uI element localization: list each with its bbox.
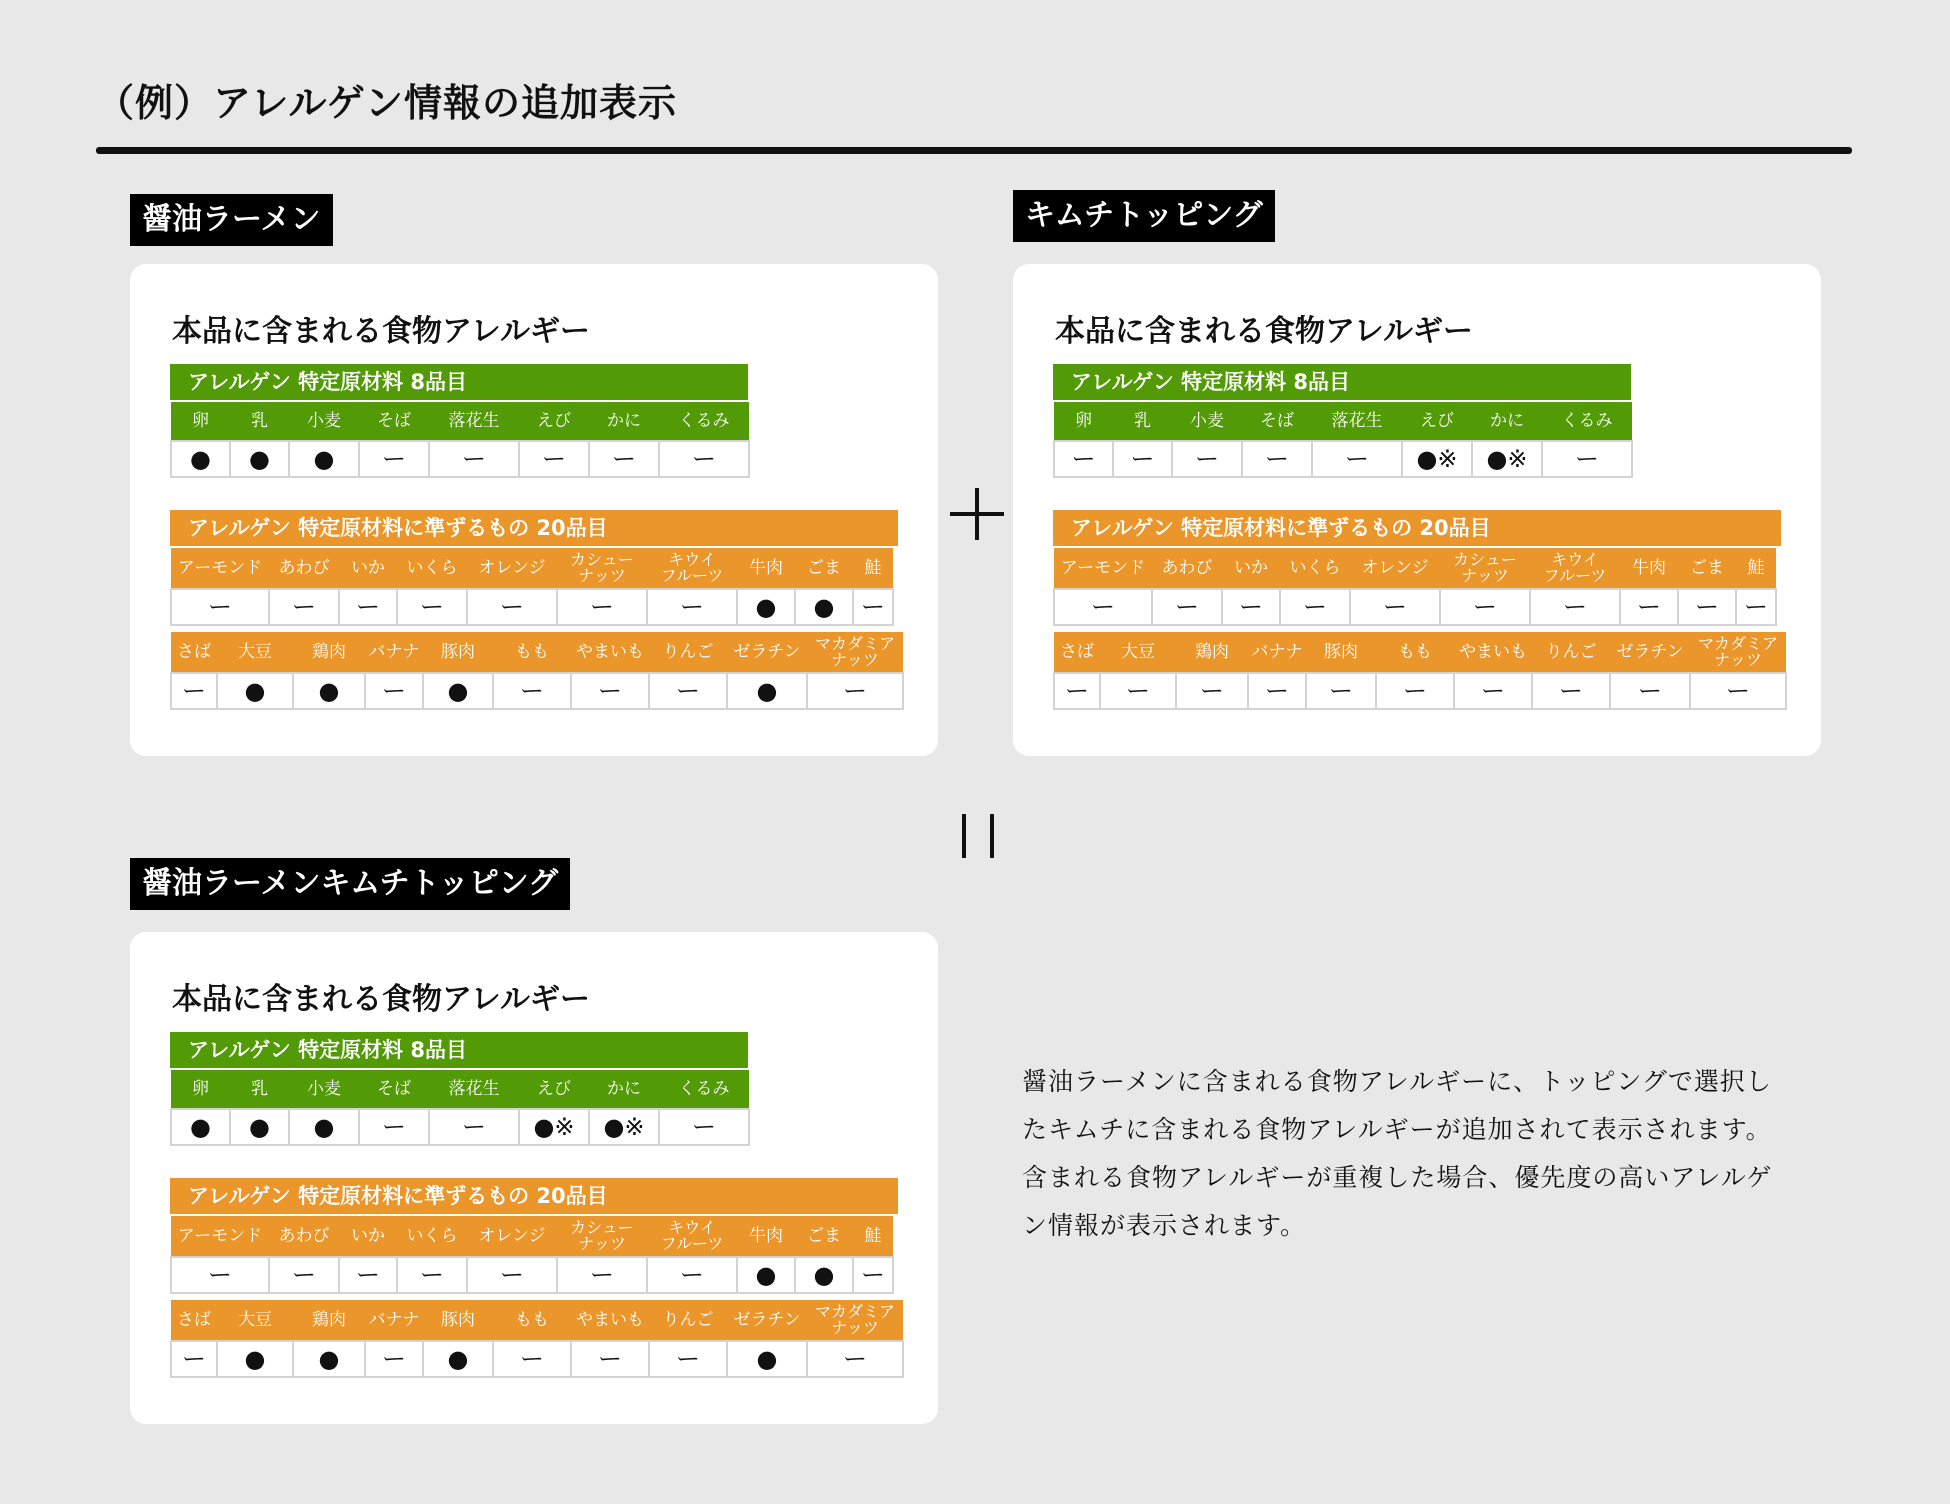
allergen-value-cell: ー [1542,441,1632,477]
allergen-value-cell: ー [1530,589,1620,625]
allergen-value-cell: ー [397,589,467,625]
allergen-column-header: 卵 [1054,402,1113,441]
allergen-column-header: 豚肉 [1306,632,1376,673]
allergen-value-cell: ●※ [589,1109,659,1145]
allergen-value-cell: ー [467,1257,557,1293]
allergen-column-header: いくら [397,548,467,589]
allergen-column-header: もも [493,632,571,673]
page-title: （例）アレルゲン情報の追加表示 [96,81,678,125]
allergen-value-cell: ● [217,1341,293,1377]
allergen-column-header: 卵 [171,1070,230,1109]
allergen-column-header: 大豆 [1100,632,1176,673]
allergen-column-header: 鮭 [1736,548,1776,589]
allergen-column-header: 鶏肉 [293,632,365,673]
allergen-column-header: キウイ フルーツ [1530,548,1620,589]
allergen-value-cell: ー [339,589,397,625]
allergen-column-header: ごま [1678,548,1736,589]
allergen-value-cell: ー [649,673,727,709]
allergen-column-header: 落花生 [1312,402,1402,441]
allergen-column-header: オレンジ [467,548,557,589]
allergen-column-header: いくら [397,1216,467,1257]
allergen-column-header: くるみ [659,1070,749,1109]
allergen-value-cell: ー [359,441,429,477]
allergen-column-header: りんご [1532,632,1610,673]
allergen-column-header: かに [1472,402,1542,441]
allergen-value-cell: ー [1172,441,1242,477]
allergen-column-header: 卵 [171,402,230,441]
allergen-value-cell: ー [365,673,423,709]
allergen-value-cell: ● [423,673,493,709]
allergen-value-cell: ー [359,1109,429,1145]
allergen-column-header: 鶏肉 [293,1300,365,1341]
allergen-value-cell: ー [1454,673,1532,709]
allergen-column-header: 鮭 [853,548,893,589]
allergen-column-header: 乳 [230,1070,289,1109]
allergen-column-header: 乳 [1113,402,1172,441]
allergen-column-header: えび [519,402,589,441]
allergen-value-cell: ー [807,673,903,709]
allergen-column-header: 牛肉 [737,1216,795,1257]
allergen-value-cell: ー [171,589,269,625]
allergen-value-cell: ●※ [1402,441,1472,477]
allergen-column-header: 鶏肉 [1176,632,1248,673]
allergen-column-header: マカダミア ナッツ [1690,632,1786,673]
allergen-column-header: ごま [795,548,853,589]
allergen-value-cell: ー [1306,673,1376,709]
allergen-value-cell: ー [1350,589,1440,625]
card-title: 本品に含まれる食物アレルギー [172,982,591,1017]
allergen-value-cell: ー [557,1257,647,1293]
allergen-column-header: いか [339,548,397,589]
allergy-card-kimchi-topping [1013,264,1821,756]
allergen-value-cell: ー [1610,673,1690,709]
allergen-value-cell: ー [171,673,217,709]
allergen-value-cell: ● [737,1257,795,1293]
allergen-value-cell: ー [1678,589,1736,625]
allergen-column-header: やまいも [571,1300,649,1341]
allergen-column-header: マカダミア ナッツ [807,1300,903,1341]
allergen-column-header: ゼラチン [727,632,807,673]
allergen-value-cell: ー [659,441,749,477]
allergen-column-header: 大豆 [217,1300,293,1341]
allergen-value-cell: ー [1222,589,1280,625]
allergen-value-cell: ● [795,1257,853,1293]
allergen-column-header: 牛肉 [1620,548,1678,589]
allergen-column-header: いくら [1280,548,1350,589]
title-divider [96,147,1852,154]
allergen-column-header: キウイ フルーツ [647,548,737,589]
allergen-value-cell: ー [1054,589,1152,625]
allergen-column-header: くるみ [659,402,749,441]
allergen-column-header: りんご [649,1300,727,1341]
allergen-value-cell: ー [1440,589,1530,625]
allergen-column-header: ゼラチン [1610,632,1690,673]
allergen-value-cell: ー [493,1341,571,1377]
allergen-column-header: あわび [269,548,339,589]
allergen-column-header: マカダミア ナッツ [807,632,903,673]
equals-symbol [962,814,994,858]
allergen-value-cell: ー [1152,589,1222,625]
semi-specific-allergens-header: アレルゲン 特定原材料に準ずるもの 20品目 [170,1178,898,1214]
allergen-value-cell: ー [1054,673,1100,709]
allergen-value-cell: ー [853,1257,893,1293]
allergen-column-header: 落花生 [429,1070,519,1109]
allergen-value-cell: ● [217,673,293,709]
allergen-value-cell: ー [519,441,589,477]
allergen-value-cell: ー [1280,589,1350,625]
allergen-column-header: 小麦 [1172,402,1242,441]
allergen-value-cell: ● [727,673,807,709]
description-paragraph-1: 醤油ラーメンに含まれる食物アレルギーに、トッピングで選択したキムチに含まれる食物アレルギーが追加されて表示されます。 [1022,1067,1772,1144]
allergen-column-header: カシュー ナッツ [557,548,647,589]
allergen-value-cell: ー [1113,441,1172,477]
allergen-value-cell: ー [365,1341,423,1377]
allergen-value-cell: ー [1242,441,1312,477]
allergen-value-cell: ● [795,589,853,625]
allergen-column-header: カシュー ナッツ [1440,548,1530,589]
allergen-column-header: かに [589,402,659,441]
panel-label-combined: 醤油ラーメンキムチトッピング [130,858,570,910]
allergen-column-header: いか [339,1216,397,1257]
allergen-column-header: ごま [795,1216,853,1257]
allergen-column-header: オレンジ [467,1216,557,1257]
allergen-column-header: カシュー ナッツ [557,1216,647,1257]
allergen-column-header: くるみ [1542,402,1632,441]
allergen-column-header: いか [1222,548,1280,589]
allergen-value-cell: ●※ [1472,441,1542,477]
allergen-value-cell: ー [589,441,659,477]
allergen-value-cell: ー [467,589,557,625]
allergen-column-header: 豚肉 [423,1300,493,1341]
allergen-column-header: アーモンド [171,1216,269,1257]
card-title: 本品に含まれる食物アレルギー [172,314,591,349]
allergen-value-cell: ●※ [519,1109,589,1145]
allergen-column-header: そば [359,1070,429,1109]
allergen-value-cell: ー [339,1257,397,1293]
allergen-column-header: えび [1402,402,1472,441]
allergen-column-header: 小麦 [289,402,359,441]
specific-allergens-header: アレルゲン 特定原材料 8品目 [170,364,748,400]
allergen-value-cell: ● [727,1341,807,1377]
allergen-value-cell: ● [293,673,365,709]
allergen-column-header: オレンジ [1350,548,1440,589]
allergen-column-header: えび [519,1070,589,1109]
semi-specific-allergens-header: アレルゲン 特定原材料に準ずるもの 20品目 [1053,510,1781,546]
allergen-value-cell: ● [230,1109,289,1145]
plus-symbol [950,488,1004,540]
allergen-column-header: 乳 [230,402,289,441]
allergen-value-cell: ー [429,441,519,477]
allergen-column-header: りんご [649,632,727,673]
allergy-card-shoyu-ramen [130,264,938,756]
allergen-value-cell: ー [659,1109,749,1145]
allergen-value-cell: ー [853,589,893,625]
allergen-column-header: やまいも [571,632,649,673]
allergen-value-cell: ー [647,589,737,625]
specific-allergens-header: アレルゲン 特定原材料 8品目 [1053,364,1631,400]
allergen-column-header: アーモンド [171,548,269,589]
allergen-value-cell: ー [571,1341,649,1377]
allergen-value-cell: ● [230,441,289,477]
allergen-column-header: かに [589,1070,659,1109]
allergen-column-header: さば [171,632,217,673]
allergen-column-header: そば [1242,402,1312,441]
allergen-column-header: アーモンド [1054,548,1152,589]
panel-label-shoyu-ramen: 醤油ラーメン [130,194,333,246]
allergen-value-cell: ー [807,1341,903,1377]
allergen-value-cell: ー [557,589,647,625]
panel-label-kimchi-topping: キムチトッピング [1013,190,1275,242]
allergen-value-cell: ● [171,1109,230,1145]
allergen-value-cell: ー [171,1257,269,1293]
allergen-column-header: 小麦 [289,1070,359,1109]
allergen-value-cell: ● [289,441,359,477]
allergy-card-combined [130,932,938,1424]
allergen-value-cell: ー [1620,589,1678,625]
specific-allergens-header: アレルゲン 特定原材料 8品目 [170,1032,748,1068]
allergen-column-header: もも [1376,632,1454,673]
allergen-value-cell: ー [429,1109,519,1145]
allergen-column-header: 大豆 [217,632,293,673]
allergen-value-cell: ● [171,441,230,477]
allergen-column-header: バナナ [365,632,423,673]
allergen-value-cell: ● [737,589,795,625]
allergen-value-cell: ー [1690,673,1786,709]
allergen-column-header: あわび [1152,548,1222,589]
description-text [1022,1058,1782,1250]
allergen-value-cell: ● [423,1341,493,1377]
allergen-column-header: 鮭 [853,1216,893,1257]
allergen-value-cell: ー [1532,673,1610,709]
allergen-value-cell: ● [293,1341,365,1377]
allergen-value-cell: ー [1176,673,1248,709]
allergen-column-header: 落花生 [429,402,519,441]
allergen-column-header: さば [1054,632,1100,673]
allergen-column-header: バナナ [365,1300,423,1341]
allergen-column-header: バナナ [1248,632,1306,673]
allergen-column-header: キウイ フルーツ [647,1216,737,1257]
card-title: 本品に含まれる食物アレルギー [1055,314,1474,349]
allergen-value-cell: ー [1054,441,1113,477]
semi-specific-allergens-header: アレルゲン 特定原材料に準ずるもの 20品目 [170,510,898,546]
allergen-column-header: もも [493,1300,571,1341]
allergen-value-cell: ー [647,1257,737,1293]
allergen-column-header: ゼラチン [727,1300,807,1341]
allergen-value-cell: ー [269,1257,339,1293]
allergen-column-header: そば [359,402,429,441]
allergen-column-header: 牛肉 [737,548,795,589]
allergen-value-cell: ー [1736,589,1776,625]
description-paragraph-2: 含まれる食物アレルギーが重複した場合、優先度の高いアレルゲン情報が表示されます。 [1022,1163,1773,1240]
allergen-value-cell: ー [571,673,649,709]
allergen-value-cell: ー [171,1341,217,1377]
allergen-value-cell: ー [1312,441,1402,477]
allergen-value-cell: ー [1248,673,1306,709]
allergen-column-header: 豚肉 [423,632,493,673]
allergen-column-header: やまいも [1454,632,1532,673]
allergen-value-cell: ー [397,1257,467,1293]
allergen-value-cell: ー [1100,673,1176,709]
allergen-value-cell: ● [289,1109,359,1145]
allergen-value-cell: ー [269,589,339,625]
allergen-column-header: あわび [269,1216,339,1257]
allergen-value-cell: ー [1376,673,1454,709]
allergen-column-header: さば [171,1300,217,1341]
allergen-value-cell: ー [493,673,571,709]
allergen-value-cell: ー [649,1341,727,1377]
